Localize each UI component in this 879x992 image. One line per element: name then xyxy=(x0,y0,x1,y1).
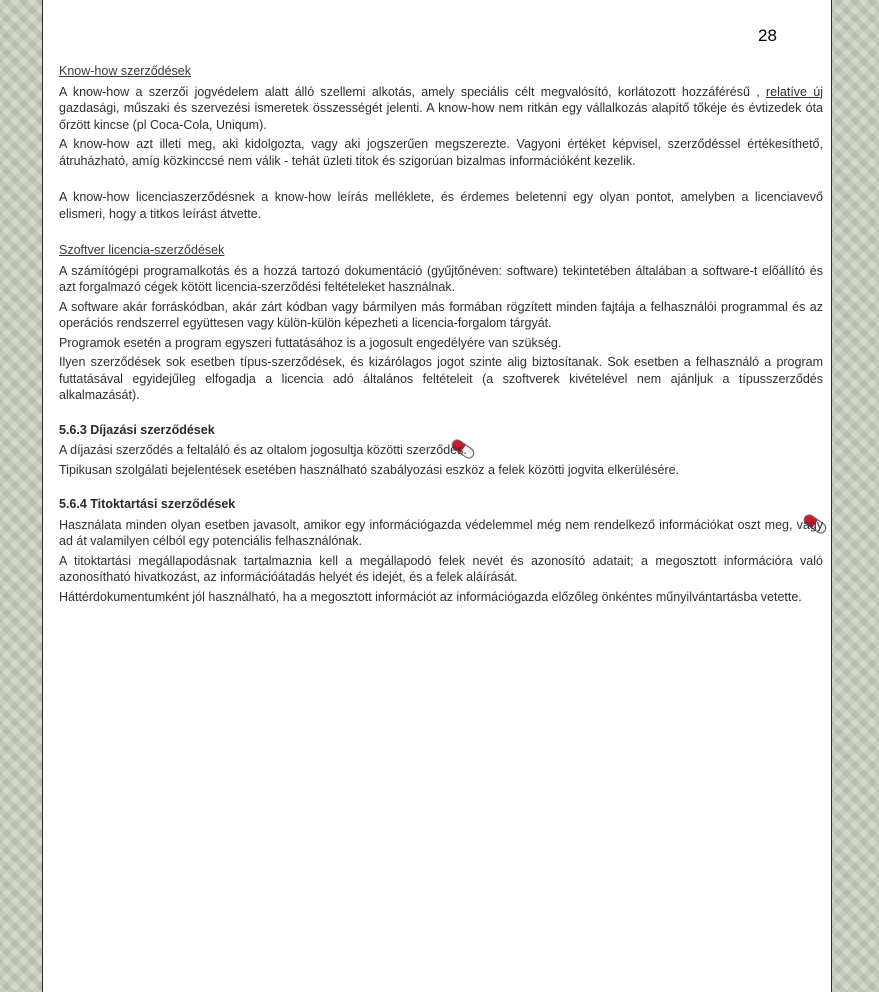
document-body xyxy=(59,63,823,608)
paragraph xyxy=(59,84,823,134)
page-number: 28 xyxy=(758,26,777,45)
paragraph: Háttérdokumentumként jól használható, ha a megosztott információt az információgazda előzőleg önkéntes műnyilvántartásba vetette. xyxy=(59,589,802,604)
underlined-phrase: relatíve új xyxy=(766,84,823,99)
paragraph: Használata minden olyan esetben javasolt, amikor egy információgazda védelemmel még nem rendelkező információkat oszt meg, vagy ad át valamilyen célból egy potenciális felhasználónak. xyxy=(59,517,823,548)
paragraph: Tipikusan szolgálati bejelentések esetében használható szabályozási eszköz a felek közötti jogvita elkerülésére. xyxy=(59,462,680,477)
section-title-knowhow: Know-how szerződések xyxy=(59,64,192,78)
paragraph: A számítógépi programalkotás és a hozzá tartozó dokumentáció (gyűjtőnéven: software) tekintetében általában a software-t előállító és azt forgalmazó cégek kötött licencia-szerződési feltételeket használnak. xyxy=(59,263,823,294)
section-title-szoftver: Szoftver licencia-szerződések xyxy=(59,243,225,257)
paragraph: A know-how azt illeti meg, aki kidolgozta, vagy aki jogszerűen megszerezte. Vagyoni értéket képvisel, szerződéssel értékesíthető, átruházható, amíg közkinccsé nem válik - tehát üzleti titok és szigorúan bizalmas információként kezelik. xyxy=(59,137,823,168)
heading-dijazasi: 5.6.3 Díjazási szerződések xyxy=(59,422,215,437)
document-page xyxy=(42,0,832,992)
paragraph: Ilyen szerződések sok esetben típus-szerződések, és kizárólagos jogot szinte alig biztosítanak. Sok esetben a felhasználó a program futtatásával egyidejűleg elfogadja a licencia adó általános feltételeit (a szoftverek kivételével nem ajánljuk a típusszerződés alkalmazását). xyxy=(59,355,823,402)
paragraph: A díjazási szerződés a feltaláló és az oltalom jogosultja közötti szerződés. xyxy=(59,443,467,457)
heading-titoktartasi: 5.6.4 Titoktartási szerződések xyxy=(59,497,236,511)
paragraph-text: A know-how a szerzői jogvédelem alatt álló szellemi alkotás, amely speciális célt megvalósító, korlátozott hozzáférésű , xyxy=(59,84,766,99)
paragraph: A software akár forráskódban, akár zárt kódban vagy bármilyen más formában rögzített minden fajtája a felhasználói programmal és az operációs rendszerrel együttesen vagy külön-külön képezheti a licencia-forgalom tárgyát. xyxy=(59,299,823,330)
paragraph-text: gazdasági, műszaki és szervezési ismeretek összességét jelenti. A know-how nem ritkán egy vállalkozás alapítő tőkéje és évtizedek óta őrzött kincse (pl Coca-Cola, Uniqum). xyxy=(59,101,823,132)
paragraph: Programok esetén a program egyszeri futtatásához is a jogosult engedélyére van szükség. xyxy=(59,335,562,350)
paragraph: A know-how licenciaszerződésnek a know-how leírás melléklete, és érdemes beletenni egy olyan pontot, amelyben a licenciavevő elismeri, hogy a titkos leírást átvette. xyxy=(59,190,823,221)
paragraph: A titoktartási megállapodásnak tartalmaznia kell a megállapodó felek nevét és azonosító adatait; a megosztott információra való azonosítható hivatkozást, az információátadás helyét és idejét, és a felek aláírását. xyxy=(59,553,823,584)
